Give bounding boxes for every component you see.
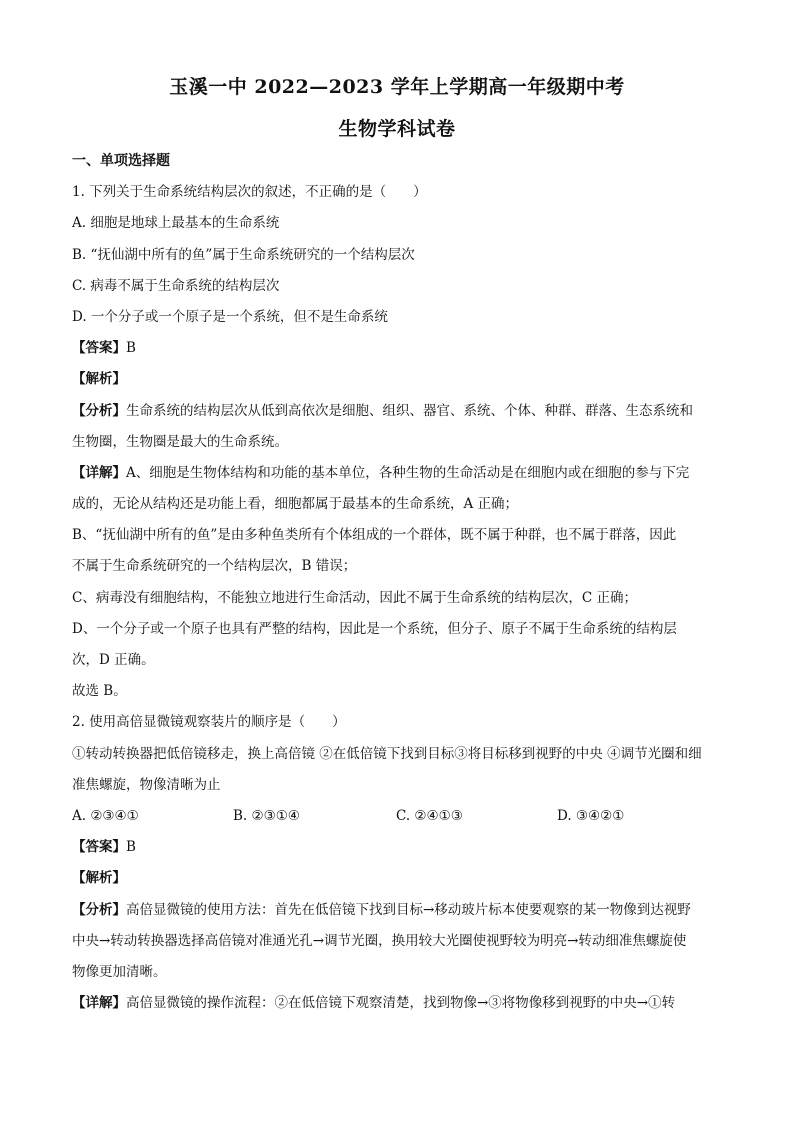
question-1-analysis-tag: 【解析】 xyxy=(72,371,126,388)
question-1-fenxi-line xyxy=(72,396,724,427)
answer-tag: 【答案】 xyxy=(72,839,126,856)
answer-value: B xyxy=(126,839,136,856)
question-2-steps: 准焦螺旋，物像清晰为止 xyxy=(72,776,221,793)
question-1-xiangjie-line: 成的，无论从结构还是功能上看，细胞都属于最基本的生命系统，A 正确； xyxy=(72,496,519,513)
question-1-xiangjie-line xyxy=(72,458,724,489)
answer-tag: 【答案】 xyxy=(72,340,126,357)
question-2-steps: ①转动转换器把低倍镜移走，换上高倍镜 ②在低倍镜下找到目标③将目标移到视野的中央 ④调节光圈和细 xyxy=(72,745,702,762)
xiangjie-tag: 【详解】 xyxy=(72,995,126,1012)
fenxi-text: 高倍显微镜的使用方法：首先在低倍镜下找到目标→移动玻片标本使要观察的某一物像到达视野 xyxy=(126,901,691,918)
question-2-fenxi-line xyxy=(72,895,724,926)
answer-value: B xyxy=(126,340,136,357)
question-1-xiangjie-line: D、一个分子或一个原子也具有严整的结构，因此是一个系统，但分子、原子不属于生命系统的结构层 xyxy=(72,620,677,637)
xiangjie-text: 高倍显微镜的操作流程：②在低倍镜下观察清楚，找到物像→③将物像移到视野的中央→①转 xyxy=(126,995,676,1012)
question-2-answer xyxy=(72,832,724,863)
question-2-option-b: B. ②③①④ xyxy=(233,807,300,824)
question-2-analysis-tag: 【解析】 xyxy=(72,870,126,887)
xiangjie-text: A、细胞是生物体结构和功能的基本单位，各种生物的生命活动是在细胞内或在细胞的参与下完 xyxy=(126,464,690,481)
question-1-option-d: D. 一个分子或一个原子是一个系统，但不是生命系统 xyxy=(72,308,388,325)
question-1-option-a: A. 细胞是地球上最基本的生命系统 xyxy=(72,215,280,232)
question-1-answer xyxy=(72,333,724,364)
question-2-fenxi-line: 中央→转动转换器选择高倍镜对准通光孔→调节光圈，换用较大光圈使视野较为明亮→转动细准焦螺旋使 xyxy=(72,932,687,949)
question-2-option-a: A. ②③④① xyxy=(72,807,139,824)
question-1-option-c: C. 病毒不属于生命系统的结构层次 xyxy=(72,277,280,294)
exam-title: 玉溪一中 2022—2023 学年上学期高一年级期中考 xyxy=(169,76,625,98)
question-2-options xyxy=(72,801,724,832)
exam-subtitle: 生物学科试卷 xyxy=(338,118,456,140)
question-2-fenxi-line: 物像更加清晰。 xyxy=(72,963,167,980)
question-1-stem: 1. 下列关于生命系统结构层次的叙述，不正确的是（ ） xyxy=(72,184,427,201)
xiangjie-tag: 【详解】 xyxy=(72,464,126,481)
question-1-fenxi-line: 生物圈，生物圈是最大的生命系统。 xyxy=(72,433,288,450)
question-2-xiangjie-line xyxy=(72,988,724,1019)
question-1-xiangjie-line: B、“抚仙湖中所有的鱼”是由多种鱼类所有个体组成的一个群体，既不属于种群，也不属于群落，因此 xyxy=(72,527,677,544)
question-1-option-b: B. “抚仙湖中所有的鱼”属于生命系统研究的一个结构层次 xyxy=(72,246,415,263)
question-1-xiangjie-line: 不属于生命系统研究的一个结构层次，B 错误； xyxy=(72,558,357,575)
document-body xyxy=(72,146,724,1019)
fenxi-text: 生命系统的结构层次从低到高依次是细胞、组织、器官、系统、个体、种群、群落、生态系统和 xyxy=(126,402,693,419)
question-1-xiangjie-line: 次，D 正确。 xyxy=(72,652,155,668)
question-2-option-d: D. ③④②① xyxy=(557,807,625,824)
question-2-option-c: C. ②④①③ xyxy=(396,807,463,824)
question-1-xiangjie-line: C、病毒没有细胞结构，不能独立地进行生命活动，因此不属于生命系统的结构层次，C 正确； xyxy=(72,589,637,606)
question-2-stem: 2. 使用高倍显微镜观察装片的顺序是（ ） xyxy=(72,714,346,731)
fenxi-tag: 【分析】 xyxy=(72,402,126,419)
fenxi-tag: 【分析】 xyxy=(72,901,126,918)
section-heading: 一、单项选择题 xyxy=(72,153,170,169)
question-1-conclusion: 故选 B。 xyxy=(72,683,127,700)
